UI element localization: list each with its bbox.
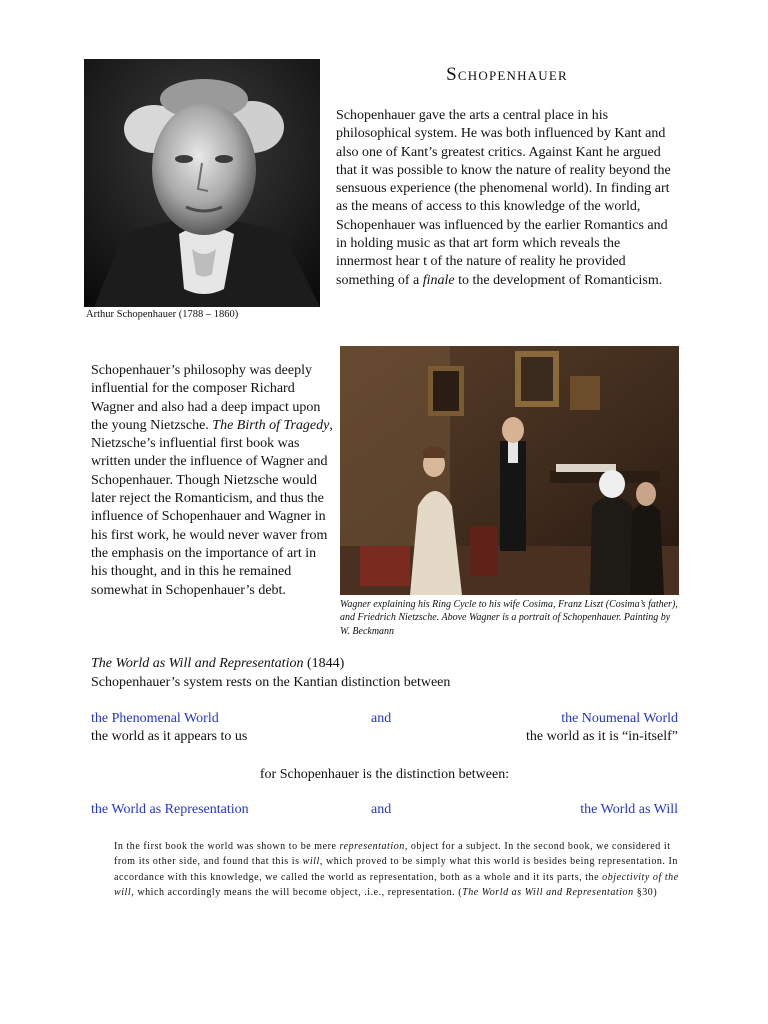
work-year: (1844) — [303, 656, 345, 671]
influence-text-1: Schopenhauer’s philosophy was deeply influential for the composer Richard Wagner and also had a deep impact upon the young Nietzsche. — [91, 363, 321, 433]
kant-terms-row — [91, 711, 678, 729]
world-as-will-term: the World as Will — [580, 802, 678, 817]
quote-text-g: , which accordingly means the will become object, .i.e., representation. ( — [131, 887, 463, 899]
quote-text-a: In the first book the world was shown to be mere — [114, 841, 340, 852]
work-heading — [91, 656, 344, 672]
intro-text-2: to the development of Romanticism. — [454, 272, 663, 288]
birth-of-tragedy-title: The Birth of Tragedy — [212, 417, 330, 433]
quote-text-e: , which proved to be simply what this world is besides being representation. In accordance with this knowledge, we called the world as representation, both as a whole and it its parts, the — [114, 856, 678, 883]
noumenal-world-desc: the world as it is “in-itself” — [525, 729, 678, 744]
schopenhauer-distinction-intro: for Schopenhauer is the distinction between: — [259, 767, 510, 782]
quote-emphasis-will: will — [302, 856, 320, 868]
quote-emphasis-objectivity: objectivity of the will — [114, 871, 679, 899]
page-title: Schopenhauer — [446, 64, 568, 85]
schopenhauer-terms-row — [91, 802, 678, 820]
kant-descriptions-row — [91, 729, 678, 747]
kant-connector: and — [371, 711, 392, 726]
quote-source-title: The World as Will and Representation — [462, 887, 634, 899]
intro-paragraph — [336, 107, 678, 290]
influence-paragraph — [91, 362, 335, 600]
work-title: The World as Will and Representation — [91, 656, 304, 671]
quote-text-c: , object for a subject. In the second book, we considered it from its other side, and found that this is — [114, 841, 671, 868]
painting-caption: Wagner explaining his Ring Cycle to his wife Cosima, Franz Liszt (Cosima’s father), and Friedrich Nietzsche. Above Wagner is a portrait of Schopenhauer. Painting by W. Beckmann — [340, 599, 678, 637]
schopenhauer-connector: and — [371, 802, 392, 817]
intro-text-1: Schopenhauer gave the arts a central place in his philosophical system. He was both influenced by Kant and also one of Kant’s greatest critics. Against Kant he argued that it was possible to know the nature of reality beyond the sensuous experience (the phenomenal world). In finding art as the means of access to this knowledge of the world, Schopenhauer was influenced by the earlier Romantics and in holding music as that art form which reveals the innermost hear t of the nature of reality he provided something of a — [336, 108, 671, 288]
painting-image — [340, 346, 679, 595]
phenomenal-world-term: the Phenomenal World — [91, 711, 219, 726]
quote-emphasis-representation: representation — [339, 841, 405, 852]
block-quote — [114, 839, 680, 901]
noumenal-world-term: the Noumenal World — [561, 711, 678, 726]
quote-section: §30) — [633, 887, 658, 899]
influence-text-2: , Nietzsche’s influential first book was written under the influence of Wagner and Schopenhauer. Though Nietzsche would later reject the Romanticism, and thus the influence of Schopenhauer and Wagner in his first work, he would never waver from the emphasis on the importance of art in his thought, and in this he remained somewhat in Schopenhauer’s debt. — [91, 417, 333, 598]
phenomenal-world-desc: the world as it appears to us — [91, 729, 248, 744]
intro-emphasis: finale — [422, 272, 455, 288]
world-as-representation-term: the World as Representation — [91, 802, 249, 817]
system-line: Schopenhauer’s system rests on the Kantian distinction between — [91, 675, 451, 690]
portrait-image — [84, 59, 320, 307]
portrait-caption: Arthur Schopenhauer (1788 – 1860) — [86, 309, 239, 320]
